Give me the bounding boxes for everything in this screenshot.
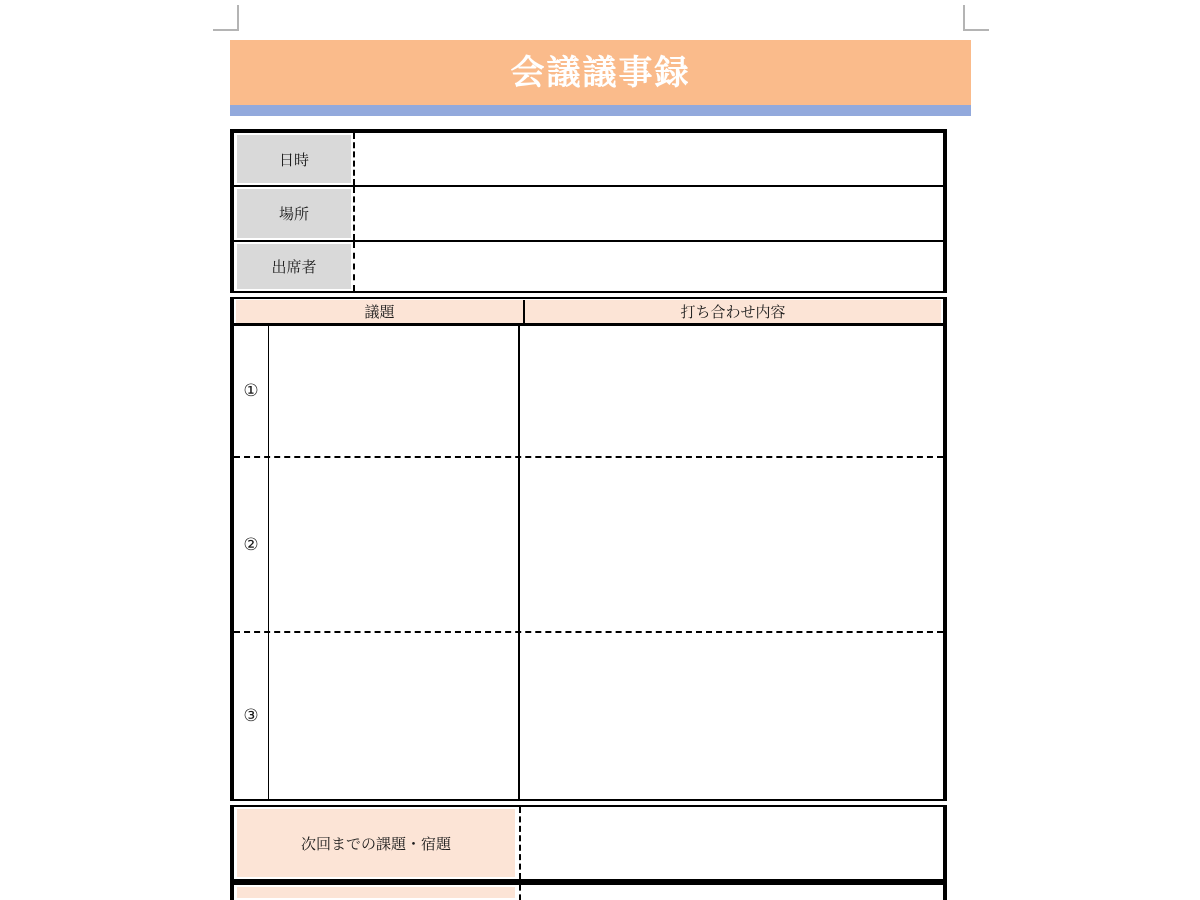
agenda-row-3-topic[interactable] bbox=[269, 633, 520, 799]
info-label-attendees: 出席者 bbox=[237, 244, 351, 289]
agenda-row-1 bbox=[234, 326, 943, 458]
agenda-row-3-number: ③ bbox=[234, 633, 269, 799]
info-value-attendees[interactable] bbox=[355, 242, 943, 291]
agenda-header-topic: 議題 bbox=[236, 300, 523, 323]
bottom-value[interactable] bbox=[521, 885, 943, 900]
agenda-header-row bbox=[234, 299, 943, 326]
bottom-section bbox=[230, 883, 947, 900]
info-table bbox=[230, 129, 947, 293]
corner-crop-mark-left bbox=[213, 5, 239, 31]
agenda-rows bbox=[234, 326, 943, 799]
info-label-cell bbox=[234, 242, 355, 291]
info-label-cell bbox=[234, 187, 355, 240]
info-row-datetime bbox=[234, 133, 943, 187]
document-title: 会議議事録 bbox=[510, 52, 691, 93]
agenda-row-2-content[interactable] bbox=[520, 458, 943, 631]
agenda-row-1-content[interactable] bbox=[520, 326, 943, 456]
info-label-datetime: 日時 bbox=[237, 135, 351, 183]
agenda-row-2-number: ② bbox=[234, 458, 269, 631]
agenda-row-3 bbox=[234, 633, 943, 799]
tasks-label-cell bbox=[234, 807, 521, 879]
agenda-row-2-topic[interactable] bbox=[269, 458, 520, 631]
agenda-row-2 bbox=[234, 458, 943, 633]
info-label-place: 場所 bbox=[237, 189, 351, 238]
info-value-datetime[interactable] bbox=[355, 133, 943, 185]
info-value-place[interactable] bbox=[355, 187, 943, 240]
agenda-table bbox=[230, 297, 947, 801]
info-row-place bbox=[234, 187, 943, 242]
agenda-row-1-topic[interactable] bbox=[269, 326, 520, 456]
tasks-label: 次回までの課題・宿題 bbox=[237, 809, 515, 877]
tasks-value[interactable] bbox=[521, 807, 943, 879]
agenda-row-3-content[interactable] bbox=[520, 633, 943, 799]
bottom-label-cell bbox=[234, 885, 521, 900]
info-row-attendees bbox=[234, 242, 943, 291]
document-title-banner bbox=[230, 40, 971, 105]
corner-crop-mark-right bbox=[963, 5, 989, 31]
title-underline-bar bbox=[230, 105, 971, 116]
bottom-label bbox=[237, 887, 515, 898]
agenda-header-content: 打ち合わせ内容 bbox=[523, 300, 941, 323]
agenda-row-1-number: ① bbox=[234, 326, 269, 456]
info-label-cell bbox=[234, 133, 355, 185]
tasks-section bbox=[230, 805, 947, 883]
